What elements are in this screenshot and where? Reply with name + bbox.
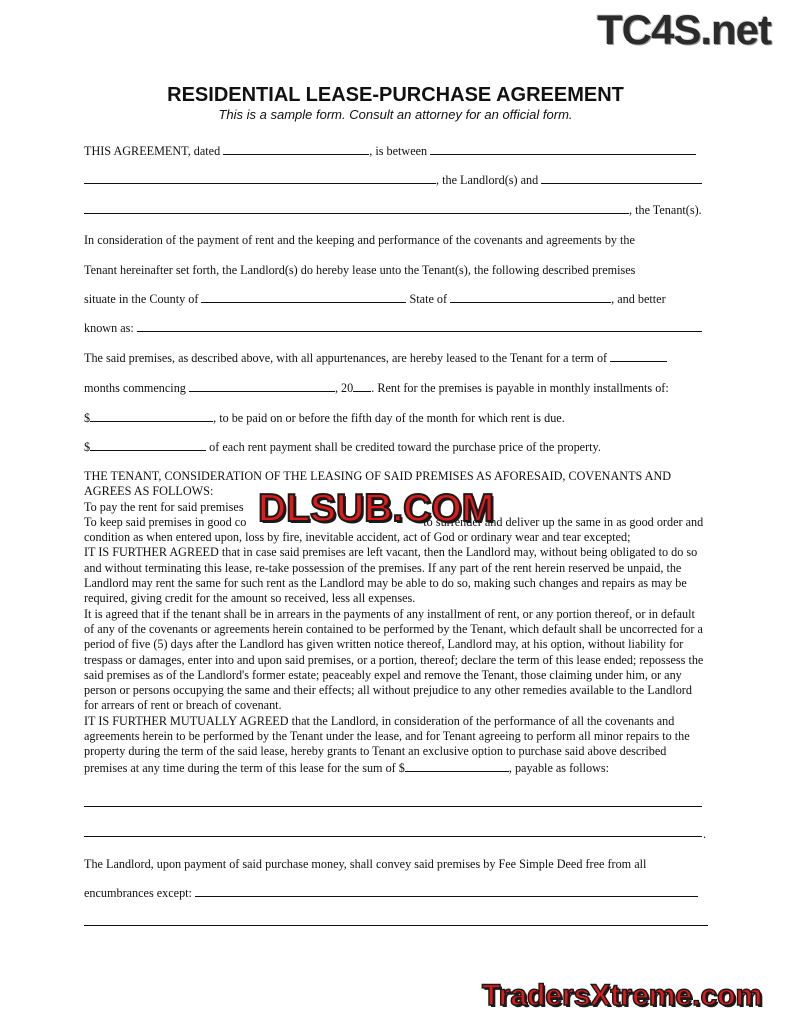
- county-state-line: [84, 291, 708, 307]
- state-label: State of: [409, 292, 448, 306]
- between-label: , is between: [369, 144, 428, 158]
- conveyance-line-1: The Landlord, upon payment of said purchase money, shall convey said premises by Fee Simple Deed free from all: [84, 857, 647, 871]
- landlord-name-field-2[interactable]: [84, 172, 436, 184]
- property-description-field[interactable]: [137, 320, 702, 332]
- known-as-label: known as:: [84, 321, 134, 335]
- term-label: The said premises, as described above, with all appurtenances, are hereby leased to the Tenant for a term of: [84, 351, 608, 365]
- dated-label: THIS AGREEMENT, dated: [84, 144, 221, 158]
- known-as-line: [84, 320, 708, 336]
- encumbrances-line-2[interactable]: [84, 925, 708, 926]
- encumbrances-field[interactable]: [195, 885, 698, 897]
- dollar-sign-2: $: [84, 440, 91, 454]
- landlord-name-field-1[interactable]: [430, 143, 696, 155]
- consideration-line-1: In consideration of the payment of rent and the keeping and performance of the covenants and agreements by the: [84, 233, 635, 247]
- encumbrances-label: encumbrances except:: [84, 886, 192, 900]
- state-field[interactable]: [450, 291, 611, 303]
- landlord-label: , the Landlord(s) and: [436, 173, 539, 187]
- payment-terms-line-2[interactable]: [84, 836, 702, 837]
- purchase-option-text: IT IS FURTHER MUTUALLY AGREED that the Landlord, in consideration of the performance of all the covenants and agreements herein to be performed by the Tenant under the lease, and for Tenant agreeing to perform all minor repairs to the property during the term of the said lease, hereby grants to Tenant an exclusive option to purchase said above described premises at any time during the term of this lease for the sum of $: [84, 713, 690, 775]
- agreement-dated-line: [84, 143, 708, 159]
- purchase-option-clause: [84, 714, 708, 776]
- rent-amount-line: [84, 410, 708, 426]
- condition-text-a: To keep said premises in good co: [84, 514, 247, 529]
- condition-text-b: to surrender and deliver up the same in as good order and condition as when entered upon, loss by fire, inevitable accident, act of God or ordinary wear and tear excepted;: [84, 514, 704, 545]
- document-title: RESIDENTIAL LEASE-PURCHASE AGREEMENT: [167, 84, 624, 106]
- term-line: [84, 350, 708, 366]
- tenant-covenants-header: THE TENANT, CONSIDERATION OF THE LEASING OF SAID PREMISES AS AFORESAID, COVENANTS AND AGREES AS FOLLOWS:: [84, 469, 672, 499]
- date-field[interactable]: [223, 143, 369, 155]
- document-subtitle: This is a sample form. Consult an attorney for an official form.: [218, 107, 573, 122]
- tenant-label: , the Tenant(s).: [629, 203, 702, 217]
- tenant-covenant-rent: To pay the rent for said premises: [84, 499, 244, 514]
- further-agreed-clause: IT IS FURTHER AGREED that in case said premises are left vacant, then the Landlord may, without being obligated to do so and without terminating this lease, re-take possession of the premises. If any part of the rent herein reserved be unpaid, the Landlord may rent the same for such rent as the Landlord may be able to do so, making such changes and repairs as may be required, giving credit for the amount so received, less all expenses.: [84, 545, 698, 606]
- tenant-line: [84, 202, 708, 218]
- tenant-name-field-2[interactable]: [84, 202, 629, 214]
- rent-credit-line: [84, 439, 708, 455]
- consideration-line-2: Tenant hereinafter set forth, the Landlord(s) do hereby lease unto the Tenant(s), the following described premises: [84, 263, 636, 277]
- county-label: situate in the County of: [84, 292, 199, 306]
- year-field[interactable]: [353, 380, 371, 392]
- watermark-tc4s: TC4S.net: [597, 6, 772, 53]
- rent-due-label: , to be paid on or before the fifth day of the month for which rent is due.: [213, 411, 565, 425]
- landlord-line: [84, 172, 708, 188]
- conveyance-line-2: [84, 885, 708, 901]
- year-prefix-label: , 20: [334, 381, 354, 395]
- watermark-dlsub: DLSUB.COM: [258, 487, 495, 530]
- payment-terms-line-1[interactable]: [84, 806, 702, 807]
- better-known-label: , and better: [611, 292, 666, 306]
- tenant-name-field-1[interactable]: [541, 172, 702, 184]
- term-months-field[interactable]: [610, 350, 667, 362]
- rent-installments-label: . Rent for the premises is payable in monthly installments of:: [371, 381, 669, 395]
- watermark-tradersxtreme: TradersXtreme.com: [482, 979, 763, 1012]
- county-field[interactable]: [201, 291, 406, 303]
- rent-credit-label: of each rent payment shall be credited toward the purchase price of the property.: [209, 440, 601, 454]
- arrears-clause: It is agreed that if the tenant shall be in arrears in the payments of any installment of rent, or any portion thereof, or in default of any of the covenants or agreements herein contained to be performed by the Tenant, which default shall be uncorrected for a period of five (5) days after the Landlord has given written notice thereof, Landlord may, at his option, without liability for trespass or damages, enter into and upon said premises, or a portion, thereof; declare the term of this lease ended; repossess the said premises as of the Landlord's former estate; peaceably expel and remove the Tenant, those claiming under him, or any person or persons occupying the same and their effects; all without prejudice to any other remedies available to the Landlord for arrears of rent or breach of covenant.: [84, 606, 704, 713]
- payment-terms-period: .: [703, 827, 707, 841]
- rent-amount-field[interactable]: [90, 410, 213, 422]
- commencing-label: months commencing: [84, 381, 186, 395]
- rent-credit-field[interactable]: [90, 439, 206, 451]
- dollar-sign-1: $: [84, 411, 91, 425]
- commencing-date-field[interactable]: [189, 380, 335, 392]
- commencing-line: [84, 380, 708, 396]
- purchase-price-field[interactable]: [405, 760, 509, 772]
- payable-as-follows-label: , payable as follows:: [508, 760, 610, 775]
